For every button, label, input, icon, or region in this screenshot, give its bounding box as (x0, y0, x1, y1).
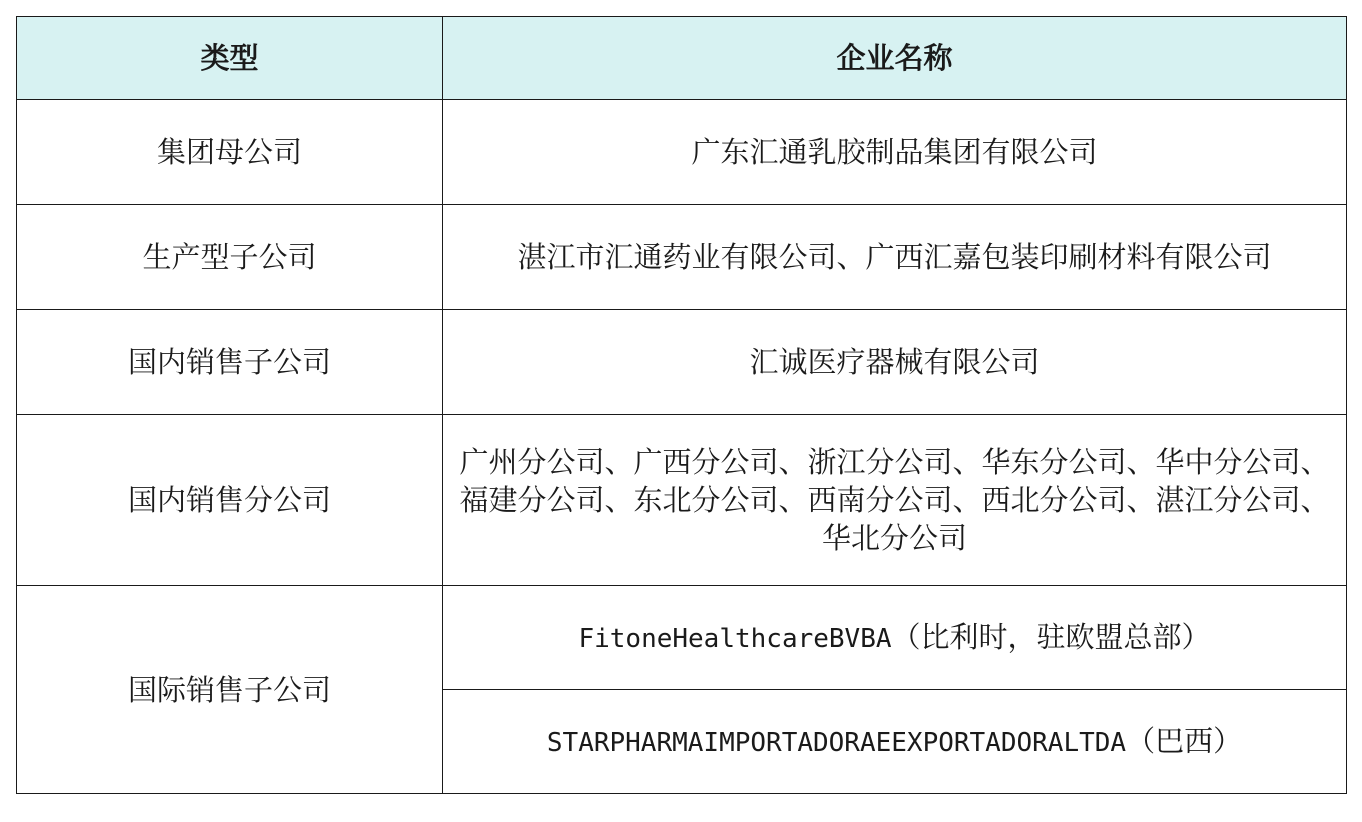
cell-company-name: 广东汇通乳胶制品集团有限公司 (443, 100, 1347, 205)
cell-company-name: 湛江市汇通药业有限公司、广西汇嘉包装印刷材料有限公司 (443, 205, 1347, 310)
table-row (17, 586, 1347, 690)
header-company-name: 企业名称 (443, 17, 1347, 100)
cell-type: 生产型子公司 (17, 205, 443, 310)
cell-company-name (443, 586, 1347, 690)
header-type: 类型 (17, 17, 443, 100)
table-row (17, 415, 1347, 586)
cell-type: 国内销售子公司 (17, 310, 443, 415)
cell-type: 国际销售子公司 (17, 586, 443, 794)
cell-company-name (443, 690, 1347, 794)
company-name-latin: STARPHARMAIMPORTADORAEEXPORTADORALTDA (546, 727, 1127, 758)
table-row (17, 100, 1347, 205)
company-name-note: （比利时，驻欧盟总部） (891, 619, 1211, 654)
header-row (17, 17, 1347, 100)
cell-company-name: 广州分公司、广西分公司、浙江分公司、华东分公司、华中分公司、福建分公司、东北分公司、西南分公司、西北分公司、湛江分公司、华北分公司 (443, 415, 1347, 586)
cell-company-name: 汇诚医疗器械有限公司 (443, 310, 1347, 415)
company-name-latin: FitoneHealthcareBVBA (578, 623, 892, 654)
company-table (16, 16, 1347, 794)
table-row (17, 310, 1347, 415)
cell-type: 集团母公司 (17, 100, 443, 205)
table-row (17, 205, 1347, 310)
company-name-note: （巴西） (1126, 723, 1243, 758)
cell-type: 国内销售分公司 (17, 415, 443, 586)
